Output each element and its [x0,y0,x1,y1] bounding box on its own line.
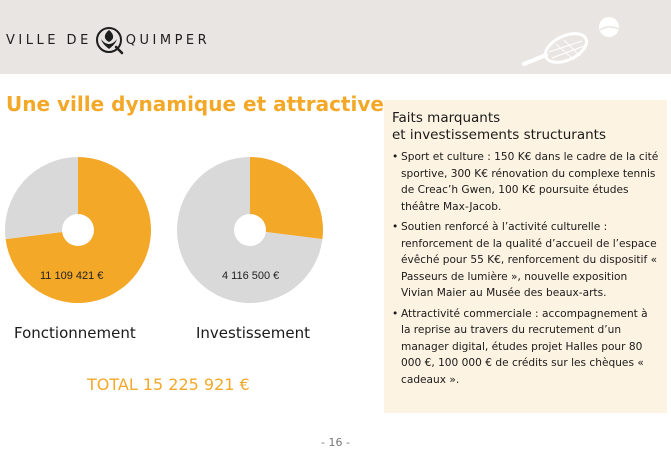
page-number: - 16 - [321,436,350,449]
logo-text-left: VILLE DE [6,32,92,48]
city-logo [6,27,210,53]
pie-value-label-investissement: 4 116 500 € [222,270,280,282]
pie-center-hole [62,214,94,246]
logo-text-right: QUIMPER [125,32,211,48]
page-title: Une ville dynamique et attractive [6,92,384,116]
list-item: • Soutien renforcé à l’activité culturelle : renforcement de la qualité d’accueil de l’espace évêché pour 55 K€, renforcement du dispositif « Passeurs de lumière », nouvelle exposition Vivian Maier au Musée des beaux-arts. [392,219,659,302]
list-item: • Sport et culture : 150 K€ dans le cadre de la cité sportive, 300 K€ rénovation du complexe tennis de Creac’h Gwen, 100 K€ poursuite études théâtre Max-Jacob. [392,149,659,215]
pie-charts [0,150,380,350]
highlights-panel [384,100,667,413]
quimper-emblem-icon [94,25,124,55]
chart-title-investissement: Investissement [196,324,310,342]
pie-center-hole [234,214,266,246]
highlights-list [392,149,659,388]
total-amount: TOTAL 15 225 921 € [87,375,250,394]
panel-heading-line-2: et investissements structurants [392,127,606,143]
pie-value-label-fonctionnement: 11 109 421 € [40,270,104,282]
header-bar [0,0,671,74]
chart-title-fonctionnement: Fonctionnement [14,324,136,342]
panel-heading-line-1: Faits marquants [392,110,501,126]
panel-heading [392,110,659,144]
tennis-racket-icon [516,6,626,68]
list-item: • Attractivité commerciale : accompagnement à la reprise au travers du recrutement d’un manager digital, études projet Halles pour 80 000 €, 100 000 € de crédits sur les chèques « cadeaux ». [392,306,659,389]
